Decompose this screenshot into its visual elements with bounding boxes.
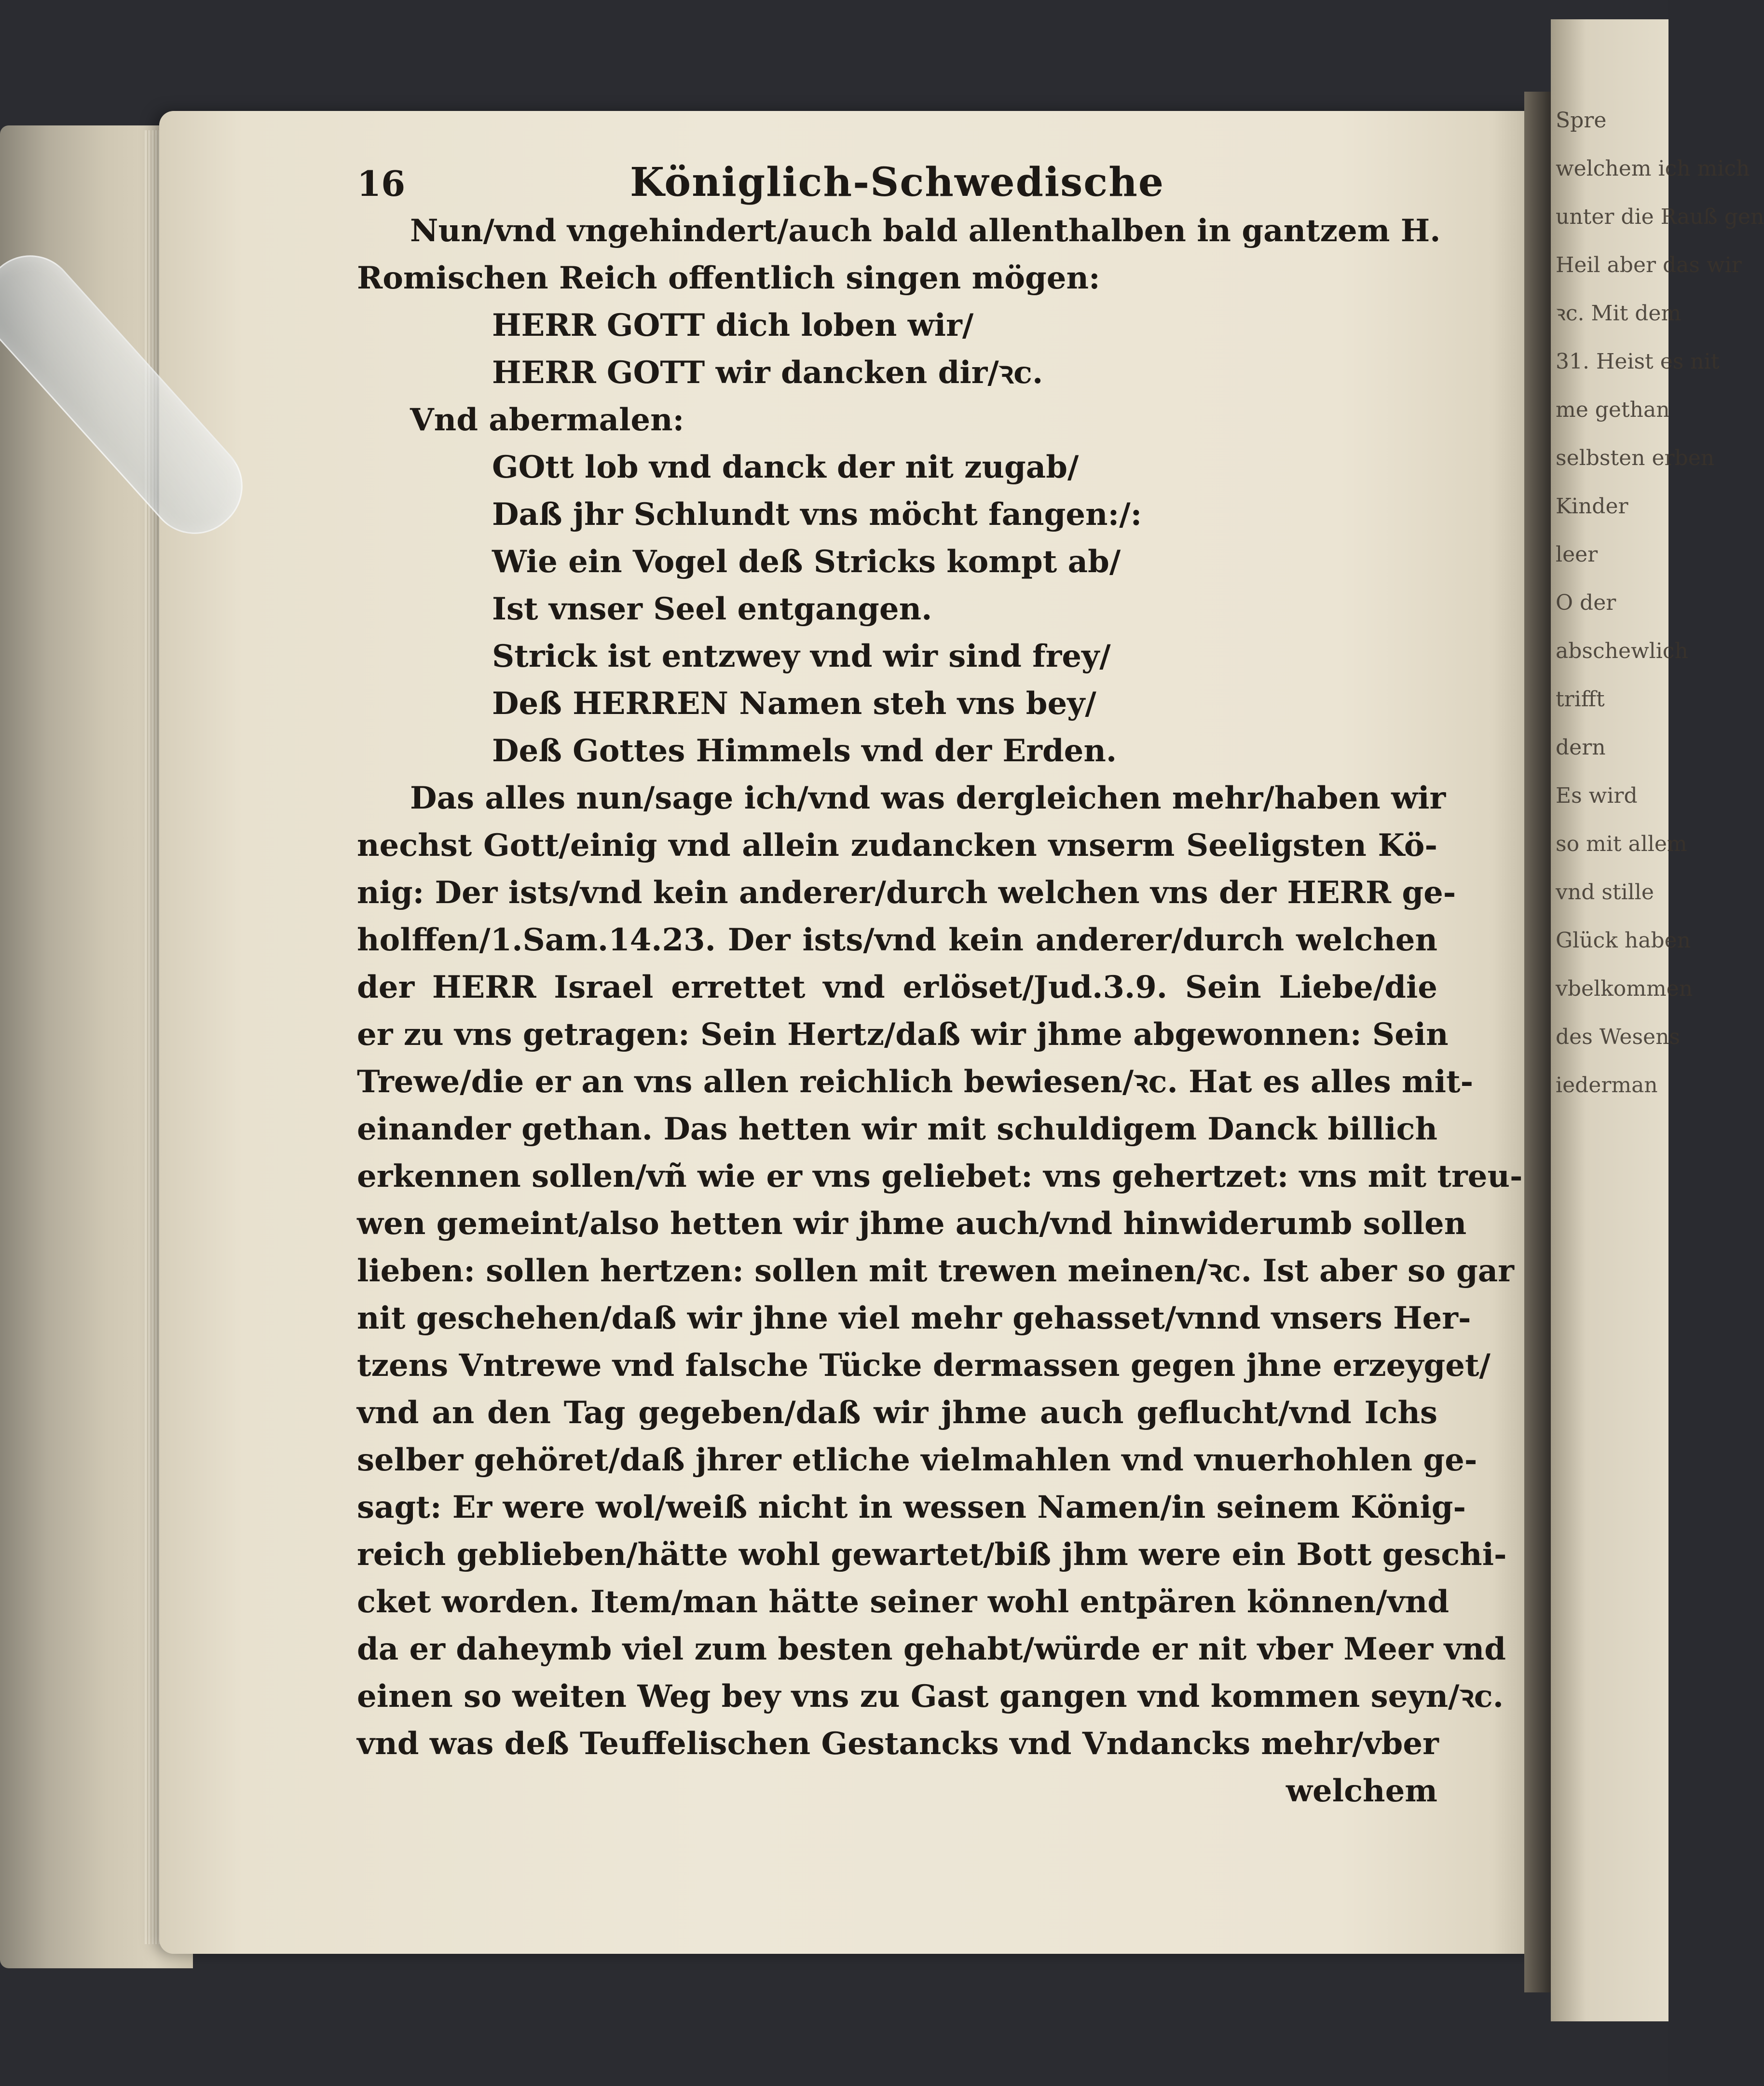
- text-line: selber gehöret/daß jhrer etliche vielmahlen vnd vnuerhohlen ge-: [357, 1442, 1477, 1478]
- running-title: Königlich-Schwedische: [629, 159, 1165, 206]
- text-line: Wie ein Vogel deß Stricks kompt ab/: [492, 544, 1121, 580]
- facing-text-line: Kinder: [1556, 494, 1628, 519]
- text-line: einen so weiten Weg bey vns zu Gast gangen vnd kommen seyn/ꝛc.: [357, 1678, 1504, 1715]
- text-line: Deß Gottes Himmels vnd der Erden.: [492, 733, 1117, 769]
- text-line: da er daheymb viel zum besten gehabt/würde er nit vber Meer vnd: [357, 1631, 1506, 1667]
- facing-page-text: [1556, 96, 1764, 1110]
- facing-text-line: ꝛc. Mit dem: [1556, 301, 1682, 326]
- facing-text-line: selbsten erben: [1556, 446, 1715, 470]
- text-line: welchem: [1285, 1773, 1437, 1809]
- text-line: Strick ist entzwey vnd wir sind frey/: [492, 638, 1111, 674]
- text-line: einander gethan. Das hetten wir mit schuldigem Danck billich: [357, 1111, 1437, 1147]
- text-line: lieben: sollen hertzen: sollen mit trewen meinen/ꝛc. Ist aber so gar: [357, 1253, 1514, 1289]
- text-line: reich geblieben/hätte wohl gewartet/biß jhm were ein Bott geschi-: [357, 1537, 1507, 1573]
- page-header: [357, 154, 1437, 207]
- facing-page: [1551, 19, 1764, 2021]
- text-line: Nun/vnd vngehindert/auch bald allenthalben in gantzem H.: [410, 213, 1441, 249]
- page-number: 16: [357, 163, 406, 204]
- text-line: vnd was deß Teuffelischen Gestancks vnd Vndancks mehr/vber: [357, 1726, 1439, 1762]
- text-line: nechst Gott/einig vnd allein zudancken vnserm Seeligsten Kö-: [357, 827, 1437, 864]
- facing-text-line: so mit allem: [1556, 832, 1687, 856]
- facing-text-line: iederman: [1556, 1073, 1658, 1098]
- text-line: Das alles nun/sage ich/vnd was dergleichen mehr/haben wir: [410, 780, 1446, 816]
- body-text: [357, 207, 1523, 1815]
- text-line: GOtt lob vnd danck der nit zugab/: [492, 449, 1079, 485]
- text-line: Daß jhr Schlundt vns möcht fangen:/:: [492, 496, 1142, 533]
- facing-text-line: Glück haben: [1556, 928, 1691, 953]
- facing-text-line: vbelkommen: [1556, 976, 1693, 1001]
- page-text-block: [357, 154, 1523, 1815]
- text-line: nig: Der ists/vnd kein anderer/durch welchen vns der HERR ge-: [357, 875, 1456, 911]
- text-line: tzens Vntrewe vnd falsche Tücke dermassen gegen jhne erzeyget/: [357, 1347, 1491, 1384]
- text-line: wen gemeint/also hetten wir jhme auch/vnd hinwiderumb sollen: [357, 1206, 1467, 1242]
- facing-text-line: Spre: [1556, 108, 1607, 133]
- facing-text-line: 31. Heist es nit: [1556, 349, 1720, 374]
- text-line: HERR GOTT dich loben wir/: [492, 307, 974, 343]
- text-line: nit geschehen/daß wir jhne viel mehr gehasset/vnnd vnsers Her-: [357, 1300, 1471, 1336]
- facing-text-line: Es wird: [1556, 783, 1638, 808]
- text-line: vnd an den Tag gegeben/daß wir jhme auch geflucht/vnd Ichs: [357, 1395, 1437, 1431]
- text-line: HERR GOTT wir dancken dir/ꝛc.: [492, 355, 1043, 391]
- facing-text-line: trifft: [1556, 687, 1605, 712]
- facing-text-line: unter die Rauß gen: [1556, 205, 1764, 229]
- text-line: Ist vnser Seel entgangen.: [492, 591, 932, 627]
- text-line: Romischen Reich offentlich singen mögen:: [357, 260, 1100, 296]
- facing-text-line: abschewlich: [1556, 639, 1688, 663]
- text-line: Trewe/die er an vns allen reichlich bewiesen/ꝛc. Hat es alles mit-: [357, 1064, 1474, 1100]
- facing-text-line: welchem ich mich: [1556, 156, 1750, 181]
- text-line: cket worden. Item/man hätte seiner wohl entpären können/vnd: [357, 1584, 1449, 1620]
- text-line: Deß HERREN Namen steh vns bey/: [492, 686, 1096, 722]
- facing-text-line: me gethan: [1556, 398, 1670, 422]
- text-line: sagt: Er were wol/weiß nicht in wessen Namen/in seinem König-: [357, 1489, 1466, 1525]
- facing-text-line: O der: [1556, 590, 1616, 615]
- text-line: der HERR Israel errettet vnd erlöset/Jud.3.9. Sein Liebe/die: [357, 969, 1437, 1005]
- text-line: holffen/1.Sam.14.23. Der ists/vnd kein anderer/durch welchen: [357, 922, 1437, 958]
- facing-text-line: Heil aber das wir: [1556, 253, 1742, 277]
- facing-text-line: dern: [1556, 735, 1606, 760]
- facing-text-line: leer: [1556, 542, 1598, 567]
- text-line: er zu vns getragen: Sein Hertz/daß wir jhme abgewonnen: Sein: [357, 1016, 1449, 1053]
- facing-text-line: vnd stille: [1556, 880, 1654, 905]
- facing-text-line: des Wesens: [1556, 1025, 1680, 1049]
- text-line: erkennen sollen/vñ wie er vns geliebet: vns gehertzet: vns mit treu-: [357, 1158, 1523, 1194]
- text-line: Vnd abermalen:: [410, 402, 684, 438]
